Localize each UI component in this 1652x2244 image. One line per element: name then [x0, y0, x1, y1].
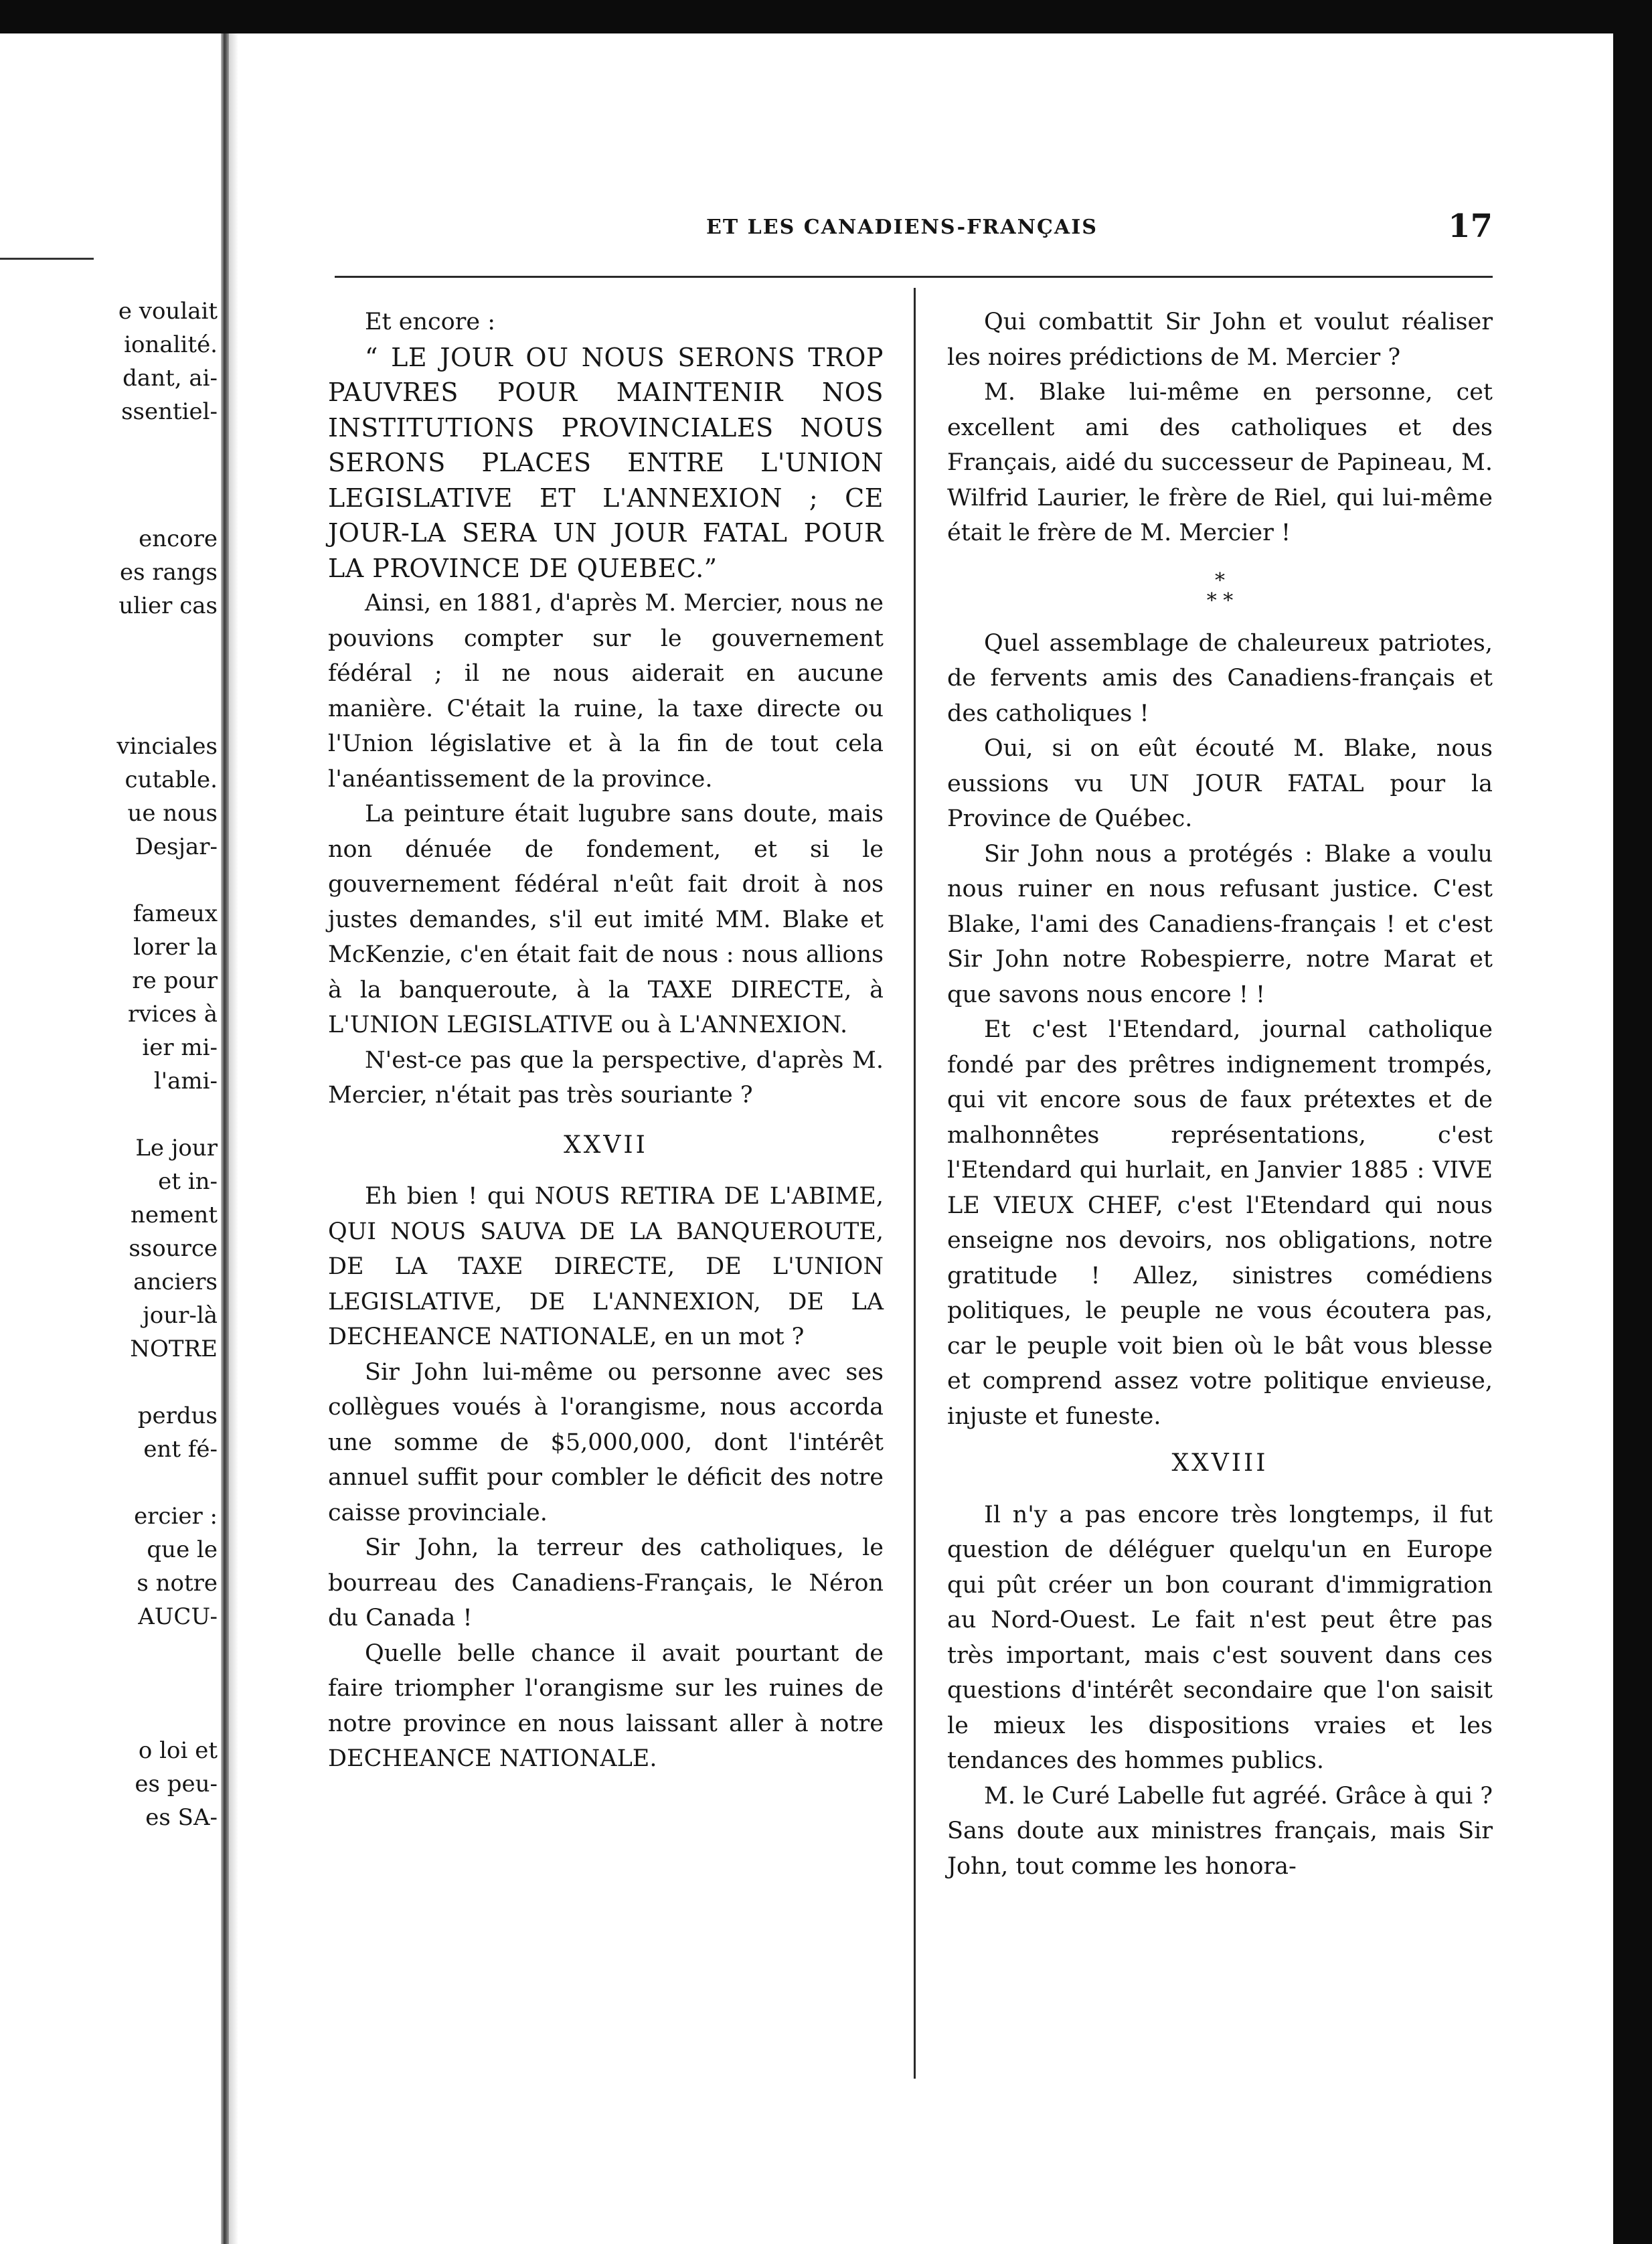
intro-text: Et encore : [365, 309, 496, 335]
previous-page-line: fameux [133, 900, 218, 927]
previous-page-line: que le [147, 1536, 218, 1563]
paragraph: Qui combattit Sir John et voulut réaliser les noires prédictions de M. Mercier ? [947, 309, 1493, 371]
previous-page-line: et in- [158, 1168, 218, 1195]
previous-page-line: ier mi- [142, 1034, 218, 1061]
previous-page-line: ssentiel- [121, 398, 218, 425]
paragraph: Quelle belle chance il avait pourtant de faire triompher l'orangisme sur les ruines de notre province en nous laissant aller à notre DECHEANCE NATIONALE. [328, 1639, 884, 1772]
paragraph: Il n'y a pas encore très longtemps, il fut question de déléguer quelqu'un en Europe qui pût créer un bon courant d'immigration au Nord-Ouest. Le fait n'est peut être pas très important, mais c'est souvent dans ces questions d'intérêt secondaire que l'on saisit le mieux les dispositions vraies et les tendances des hommes publics. [947, 1501, 1493, 1774]
paragraph: Sir John lui-même ou personne avec ses collègues voués à l'orangisme, nous accorda une somme de $5,000,000, dont l'intérêt annuel suffit pour combler le déficit des notre caisse provinciale. [328, 1358, 884, 1526]
asterism-separator: * * * [1206, 568, 1234, 613]
previous-page-line: re pour [132, 967, 218, 994]
previous-page-line: cutable. [125, 767, 218, 793]
paragraph: Sir John nous a protégés : Blake a voulu nous ruiner en nous refusant justice. C'est Blake, l'ami des Canadiens-français ! et c'est Sir John notre Robespierre, notre Marat et que savons nous encore ! ! [947, 840, 1493, 1008]
section-heading: XXVII [564, 1131, 648, 1159]
previous-page-line: o loi et [138, 1737, 218, 1764]
column-divider [914, 288, 916, 2079]
previous-page-line: e voulait [118, 298, 218, 325]
quote-block: “ LE JOUR OU NOUS SERONS TROP PAUVRES POUR MAINTENIR NOS INSTITUTIONS PROVINCIALES NOUS SERONS PLACES ENTRE L'UNION LEGISLATIVE ET L'ANNEXION ; CE JOUR-LA SERA UN JOUR FATAL POUR LA PROVINCE DE QUEBEC.” [328, 342, 884, 583]
previous-page-line: ionalité. [124, 331, 218, 358]
previous-page-line: es rangs [119, 559, 218, 586]
previous-page-line: Le jour [135, 1135, 218, 1161]
previous-page-line: NOTRE [130, 1336, 218, 1362]
section-heading: XXVIII [1171, 1449, 1268, 1477]
previous-page-line: ent fé- [143, 1436, 218, 1463]
previous-page-line: dant, ai- [122, 365, 218, 392]
previous-page-line: Desjar- [135, 833, 218, 860]
previous-page-line: ssource [129, 1235, 218, 1262]
paragraph: N'est-ce pas que la perspective, d'après M. Mercier, n'était pas très souriante ? [328, 1046, 884, 1109]
previous-page-line: perdus [137, 1402, 218, 1429]
previous-page-line: es peu- [135, 1771, 218, 1797]
right-column [947, 305, 1493, 1884]
paragraph: Ainsi, en 1881, d'après M. Mercier, nous ne pouvions compter sur le gouvernement fédéral ; il ne nous aiderait en aucune manière. C'était la ruine, la taxe directe ou l'Union législative et à la fin de tout cela l'anéantissement de la province. [328, 590, 884, 793]
header-rule [335, 276, 1493, 278]
previous-page-line: jour-là [143, 1302, 218, 1329]
previous-page-line: lorer la [133, 934, 218, 961]
paragraph: Sir John, la terreur des catholiques, le bourreau des Canadiens-Français, le Néron du Canada ! [328, 1534, 884, 1631]
paragraph: M. Blake lui-même en personne, cet excellent ami des catholiques et des Français, aidé du successeur de Papineau, M. Wilfrid Laurier, le frère de Riel, qui lui-même était le frère de M. Mercier ! [947, 379, 1493, 546]
paragraph: M. le Curé Labelle fut agréé. Grâce à qui ? Sans doute aux ministres français, mais Sir John, tout comme les honora- [947, 1782, 1493, 1880]
paragraph: Oui, si on eût écouté M. Blake, nous eussions vu UN JOUR FATAL pour la Province de Québec. [947, 735, 1493, 832]
running-title: ET LES CANADIENS-FRANÇAIS [706, 216, 1098, 239]
previous-page-line: AUCU- [138, 1603, 218, 1630]
previous-page-line: ulier cas [118, 592, 218, 619]
paragraph: Quel assemblage de chaleureux patriotes, de fervents amis des Canadiens-français et des catholiques ! [947, 629, 1493, 727]
paragraph: La peinture était lugubre sans doute, mais non dénuée de fondement, et si le gouvernement fédéral n'eût fait droit à nos justes demandes, s'il eut imité MM. Blake et McKenzie, c'en était fait de nous : nous allions à la banqueroute, à la TAXE DIRECTE, à L'UNION LEGISLATIVE ou à L'ANNEXION. [328, 801, 884, 1038]
previous-page-line: rvices à [127, 1001, 218, 1028]
page-header [335, 208, 1493, 248]
previous-page-line: s notre [137, 1570, 218, 1597]
scan-top-border [0, 0, 1652, 33]
previous-page-line: es SA- [145, 1804, 218, 1831]
left-column [328, 305, 884, 1777]
paragraph: Et c'est l'Etendard, journal catholique fondé par des prêtres indignement trompés, qui vit encore sous de faux prétextes et de malhonnêtes représentations, c'est l'Etendard qui hurlait, en Janvier 1885 : VIVE LE VIEUX CHEF, c'est l'Etendard qui nous enseigne nos devoirs, nos obligations, notre gratitude ! Allez, sinistres comédiens politiques, le peuple ne vous écoutera pas, car le peuple voit bien où le bât vous blesse et comprend assez votre politique envieuse, injuste et funeste. [947, 1016, 1493, 1430]
previous-page-line: vinciales [116, 733, 218, 760]
previous-page-fragment [0, 33, 221, 2243]
previous-page-line: l'ami- [153, 1068, 218, 1095]
previous-page-line: anciers [133, 1269, 218, 1295]
previous-page-line: ercier : [134, 1503, 218, 1530]
previous-page-line: encore [139, 526, 218, 552]
page-number: 17 [1448, 208, 1493, 245]
spine-shadow [229, 33, 238, 2244]
paragraph: Eh bien ! qui NOUS RETIRA DE L'ABIME, QUI NOUS SAUVA DE LA BANQUEROUTE, DE LA TAXE DIRECTE, DE L'UNION LEGISLATIVE, DE L'ANNEXION, DE LA DECHEANCE NATIONALE, en un mot ? [328, 1183, 884, 1350]
previous-page-rule [0, 258, 94, 260]
previous-page-line: nement [131, 1202, 218, 1228]
scan-right-border [1613, 0, 1652, 2244]
previous-page-line: ue nous [127, 800, 218, 827]
book-spine [221, 33, 229, 2244]
